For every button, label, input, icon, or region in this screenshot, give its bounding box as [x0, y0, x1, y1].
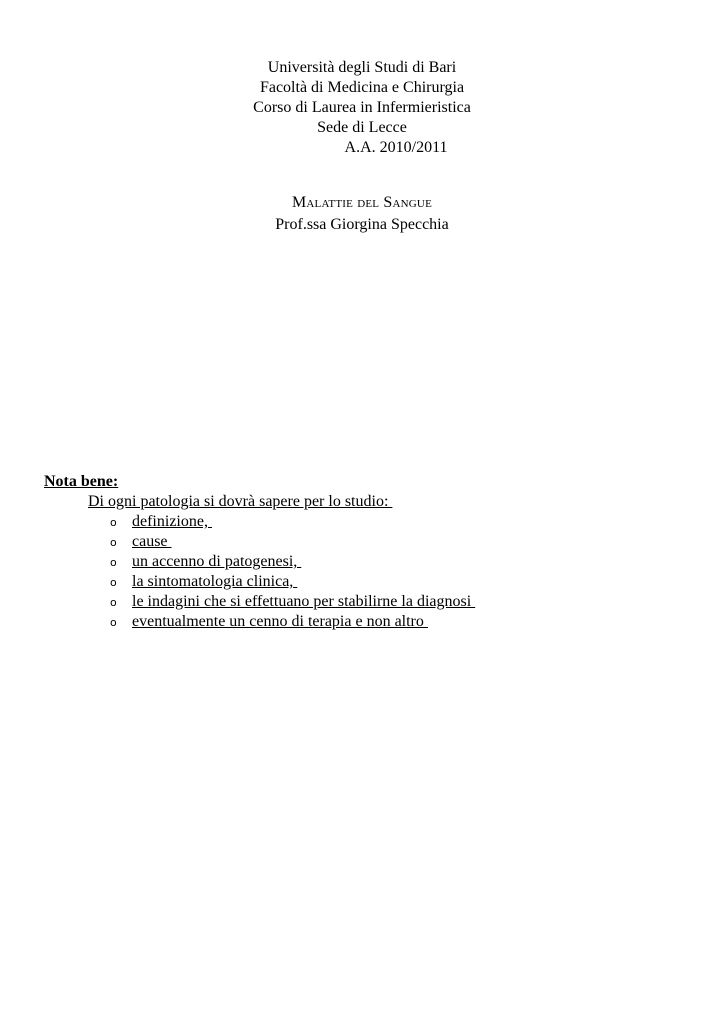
course-title: Malattie del Sangue: [291, 194, 432, 211]
requirements-list: [44, 512, 475, 632]
circle-bullet-icon: o: [110, 536, 117, 549]
list-item: [110, 592, 475, 612]
degree-course: Corso di Laurea in Infermieristica: [253, 99, 471, 116]
campus-location: Sede di Lecce: [317, 119, 407, 136]
list-item: [110, 612, 475, 632]
circle-bullet-icon: o: [110, 616, 117, 629]
list-item-text: un accenno di patogenesi,: [132, 553, 302, 570]
circle-bullet-icon: o: [110, 516, 117, 529]
circle-bullet-icon: o: [110, 556, 117, 569]
list-item-text: la sintomatologia clinica,: [132, 573, 298, 590]
professor-name: Prof.ssa Giorgina Specchia: [275, 216, 449, 233]
faculty-name: Facoltà di Medicina e Chirurgia: [259, 79, 465, 96]
circle-bullet-icon: o: [110, 576, 117, 589]
list-item: [110, 512, 475, 532]
university-name: Università degli Studi di Bari: [267, 59, 457, 76]
university-header: [0, 58, 724, 158]
course-block: [0, 192, 724, 236]
list-item: [110, 532, 475, 552]
academic-year: A.A. 2010/2011: [344, 139, 448, 156]
list-item-text: definizione,: [132, 513, 212, 530]
list-item-text: eventualmente un cenno di terapia e non altro: [132, 613, 428, 630]
note-intro: Di ogni patologia si dovrà sapere per lo studio:: [88, 493, 393, 510]
list-item: [110, 572, 475, 592]
list-item-text: le indagini che si effettuano per stabilirne la diagnosi: [132, 593, 476, 610]
note-heading: Nota bene:: [44, 473, 119, 490]
circle-bullet-icon: o: [110, 596, 117, 609]
note-section: [44, 472, 475, 632]
list-item-text: cause: [132, 533, 172, 550]
list-item: [110, 552, 475, 572]
